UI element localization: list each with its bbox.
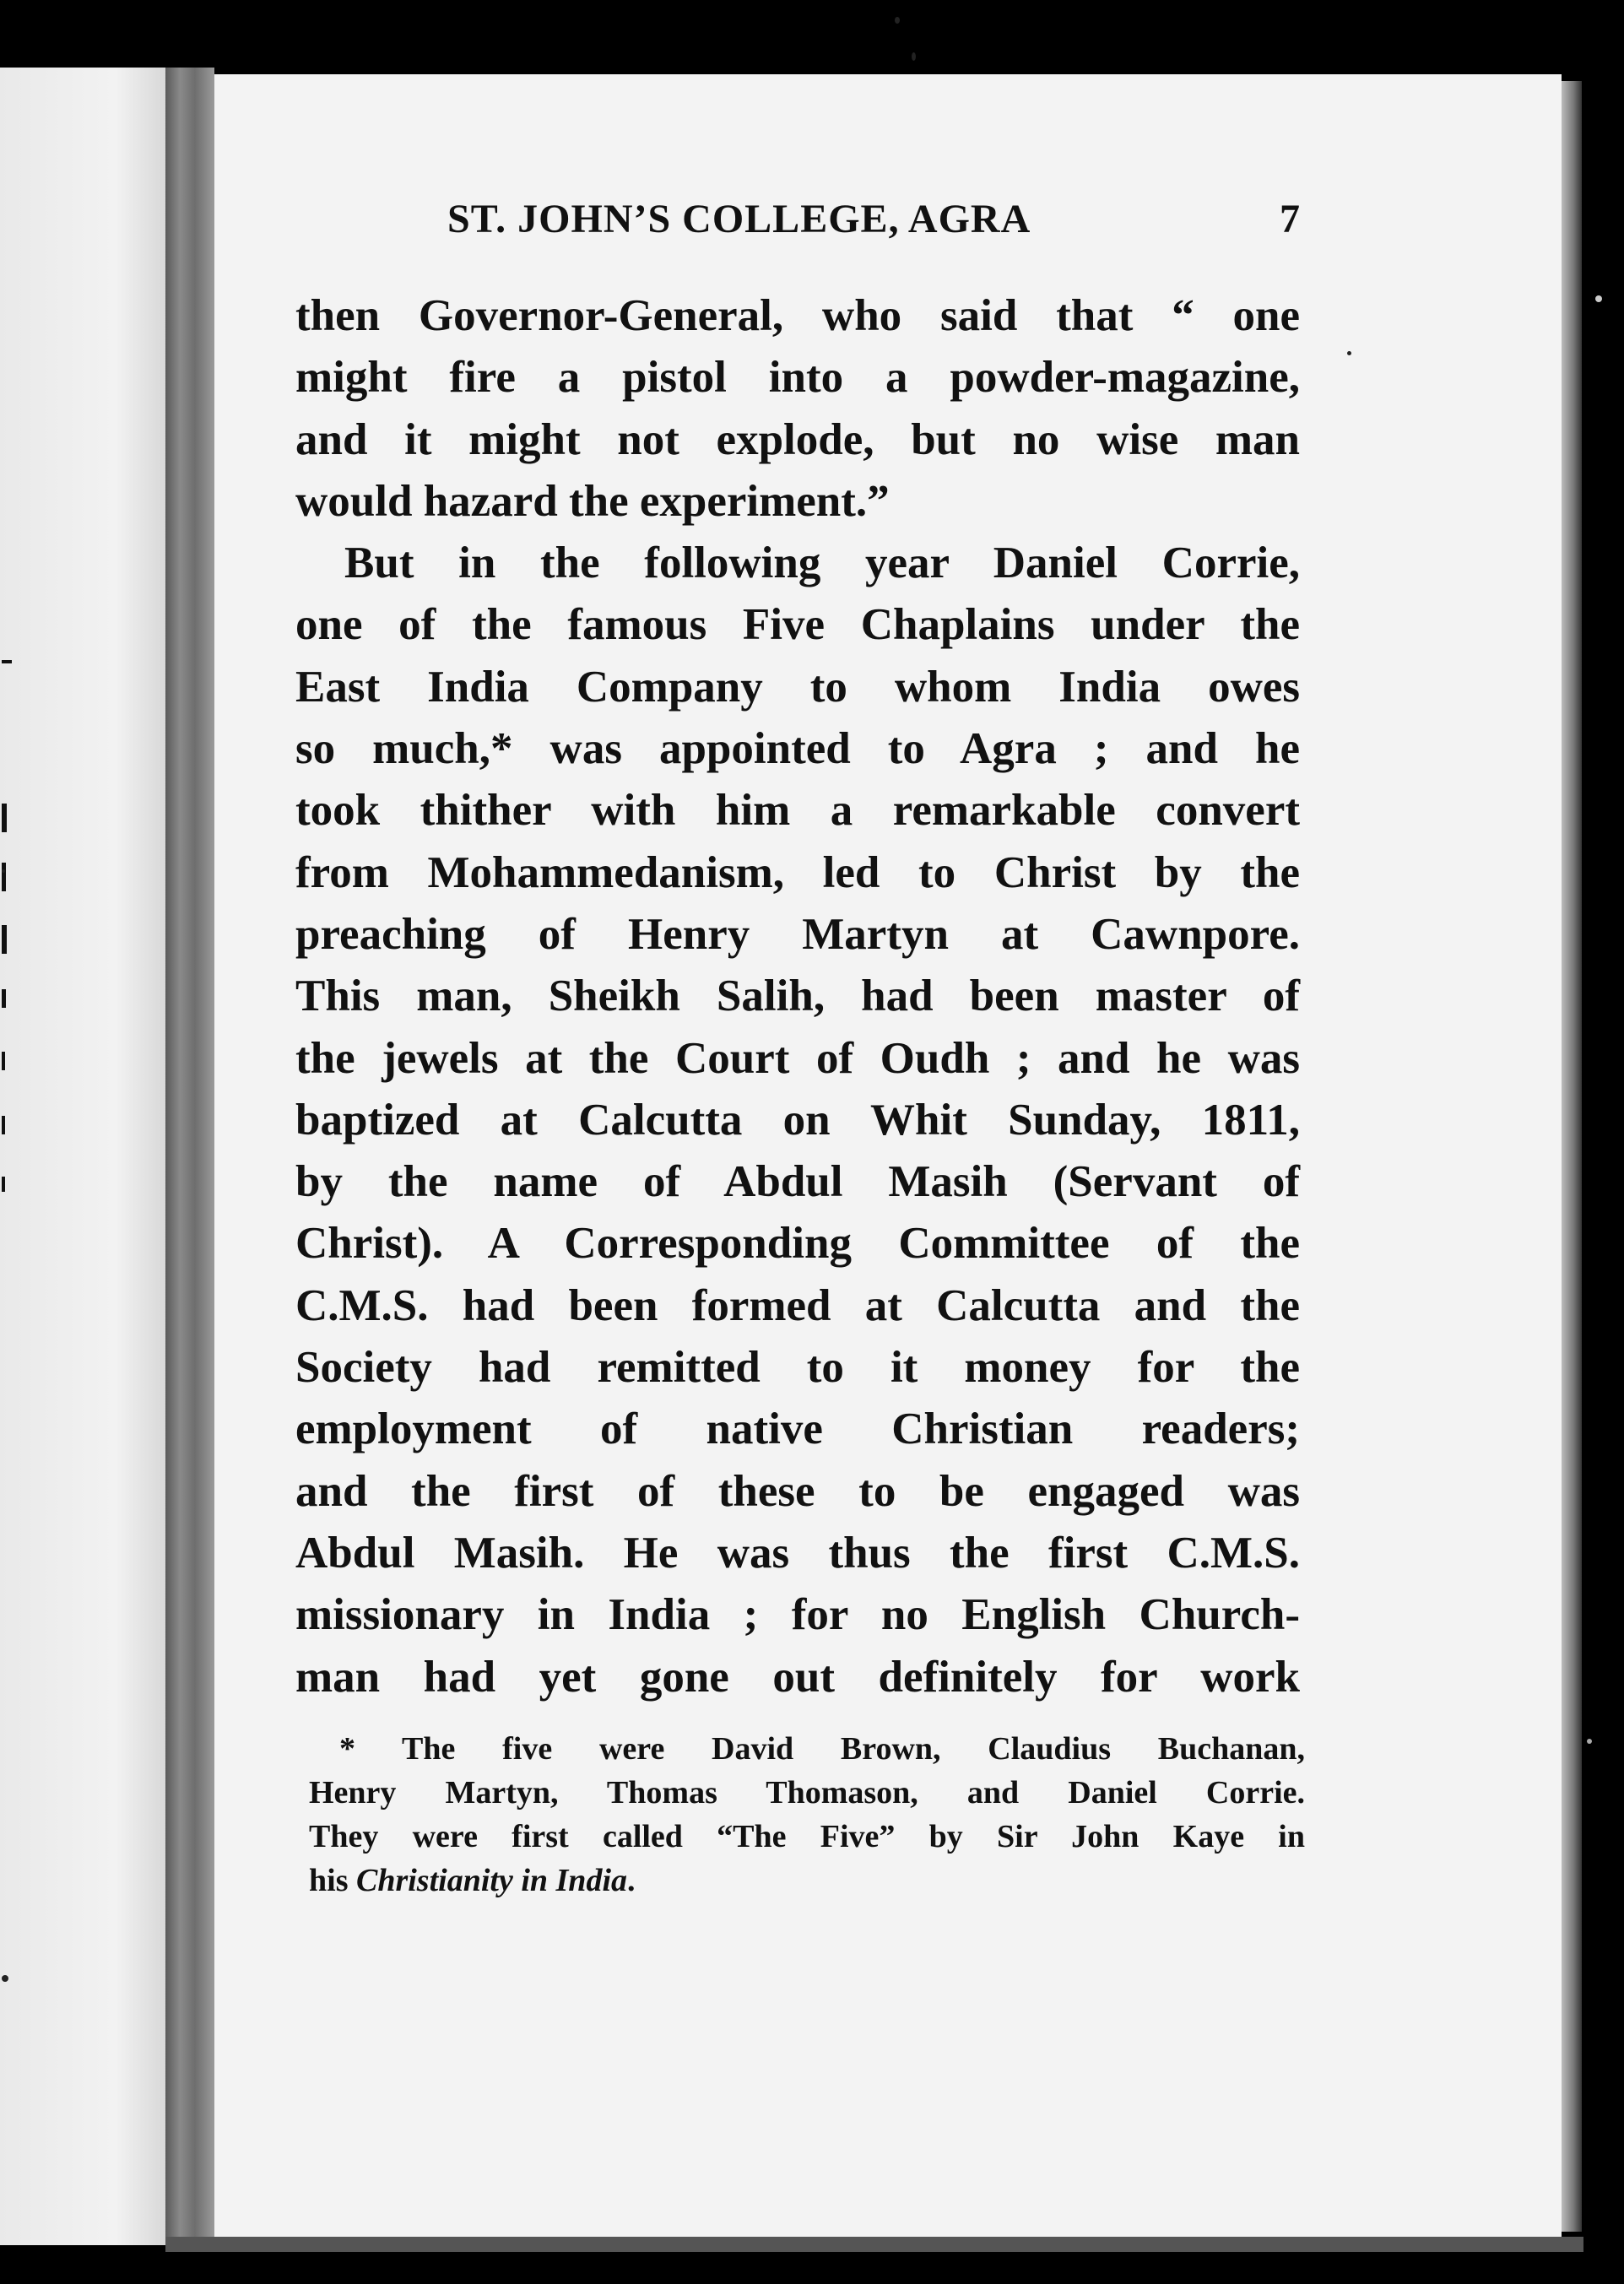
text-fragment-mark	[2, 925, 7, 954]
text-line: Christ). A Corresponding Committee of the	[295, 1219, 1300, 1269]
text-line: by the name of Abdul Masih (Servant of	[295, 1157, 1300, 1207]
text-line: then Governor-General, who said that “ one	[295, 291, 1300, 340]
book-title-italic: Christianity in India	[355, 1863, 627, 1898]
text-fragment-mark	[2, 1116, 5, 1134]
text-line: the jewels at the Court of Oudh ; and he was	[295, 1033, 1300, 1083]
page-number: 7	[1280, 197, 1300, 241]
body-text	[295, 285, 1300, 1708]
running-head: ST. JOHN’S COLLEGE, AGRA	[447, 197, 1031, 241]
footnote-line: * The five were David Brown, Claudius Buchanan,	[339, 1731, 1305, 1767]
text-fragment-mark	[2, 1177, 5, 1192]
text-fragment-mark	[2, 660, 12, 663]
scan-speck	[895, 17, 900, 24]
footnote-line: They were first called “The Five” by Sir John Kaye in	[309, 1819, 1305, 1854]
scan-speck	[912, 52, 916, 61]
text-fragment-mark	[2, 863, 6, 891]
text-fragment-mark	[2, 804, 7, 832]
text-line: baptized at Calcutta on Whit Sunday, 1811,	[295, 1095, 1300, 1145]
text-line: one of the famous Five Chaplains under the	[295, 600, 1300, 650]
text-line: Society had remitted to it money for the	[295, 1343, 1300, 1393]
text-fragment-mark	[2, 1052, 5, 1070]
footnote	[309, 1727, 1305, 1902]
page-header	[447, 196, 1300, 255]
text-line: C.M.S. had been formed at Calcutta and the	[295, 1280, 1300, 1330]
text-line: preaching of Henry Martyn at Cawnpore.	[295, 909, 1300, 959]
text-line: missionary in India ; for no English Church-	[295, 1590, 1300, 1640]
text-line: Abdul Masih. He was thus the first C.M.S.	[295, 1528, 1300, 1578]
facing-page-text-fragments	[0, 68, 17, 2245]
page-bottom-shadow	[165, 2237, 1583, 2252]
text-line: so much,* was appointed to Agra ; and he	[295, 724, 1300, 774]
text-fragment-mark	[2, 989, 6, 1008]
text-line: employment of native Christian readers;	[295, 1404, 1300, 1454]
footnote-text: his	[309, 1863, 356, 1898]
scan-speck	[1347, 351, 1351, 355]
text-line: and it might not explode, but no wise man	[295, 414, 1300, 464]
footnote-line: Henry Martyn, Thomas Thomason, and Daniel Corrie.	[309, 1775, 1305, 1810]
text-line: East India Company to whom India owes	[295, 662, 1300, 712]
footnote-text: .	[627, 1863, 636, 1898]
text-line: would hazard the experiment.”	[295, 476, 890, 526]
scan-speck	[2, 1975, 8, 1982]
text-line: took thither with him a remarkable convert	[295, 786, 1300, 836]
facing-page-edge	[0, 68, 165, 2245]
book-gutter	[165, 68, 214, 2245]
footnote-line	[309, 1859, 1305, 1902]
text-line: might fire a pistol into a powder-magazine,	[295, 353, 1300, 403]
page-edge-shadow	[1562, 81, 1582, 2232]
text-line: But in the following year Daniel Corrie,	[344, 539, 1300, 588]
scan-speck	[1587, 1739, 1592, 1744]
text-line: This man, Sheikh Salih, had been master of	[295, 972, 1300, 1021]
text-line: man had yet gone out definitely for work	[295, 1652, 1300, 1702]
scan-speck	[2, 869, 5, 873]
scan-speck	[1595, 295, 1602, 302]
text-line: from Mohammedanism, led to Christ by the	[295, 847, 1300, 897]
text-line: and the first of these to be engaged was	[295, 1466, 1300, 1516]
